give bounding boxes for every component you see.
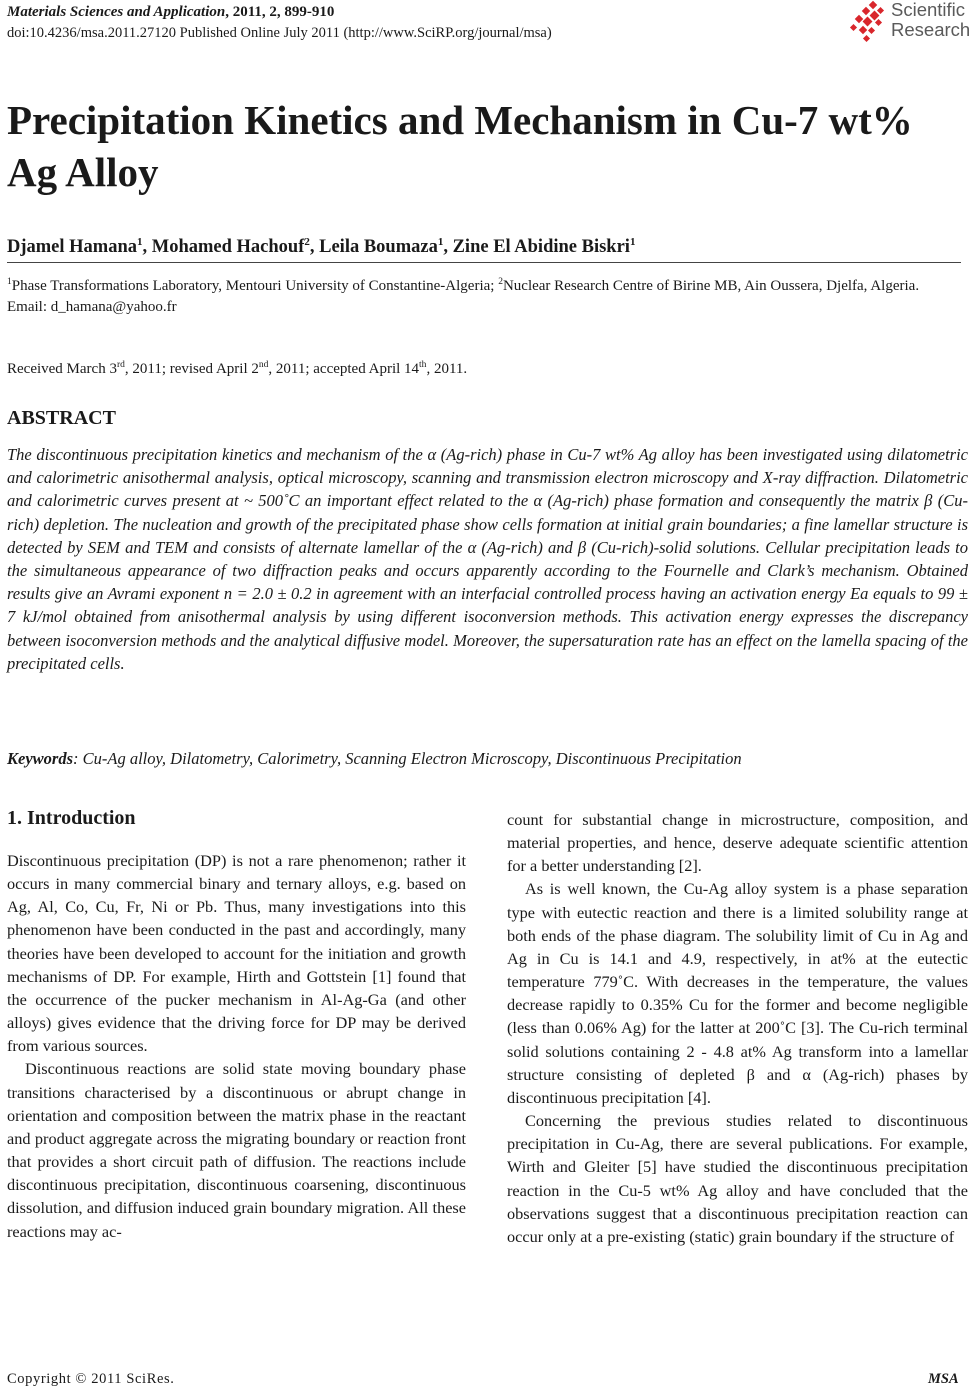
logo-mark-icon xyxy=(848,0,890,44)
logo-text-research: Research xyxy=(891,19,971,40)
body-paragraph: As is well known, the Cu-Ag alloy system is a phase separation type with eutectic reaction and there is a limited solubility range at both ends of the phase diagram. The solubility limit of Cu in Ag and Ag in Cu is 14.1 and 4.9, respectively, in at% at the eutectic temperature 779˚C. With decreases in the temperature, the values decrease rapidly to 0.35% Cu for the former and become negligible (less than 0.06% Ag) for the latter at 200˚C [3]. The Cu-rich terminal solid solutions containing 2 - 4.8 at% Ag transform into a lamellar structure consisting of depleted β and α (Ag-rich) phases by discontinuous precipitation [4]. xyxy=(507,879,968,1107)
author-name: Leila Boumaza xyxy=(319,237,438,258)
author-affiliation-mark: 1 xyxy=(629,236,636,248)
keywords-list: : Cu-Ag alloy, Dilatometry, Calorimetry, Scanning Electron Microscopy, Discontinuous Precipitation xyxy=(73,749,742,768)
journal-name: Materials Sciences and Application xyxy=(7,4,226,20)
affiliation-text: $^1$Phase Transformations Laboratory, Mentouri University of Constantine-Algeria; $^2$Nuclear Research Centre of Birine MB, Ain Oussera, Djelfa, Algeria. xyxy=(7,277,920,294)
scientific-research-logo xyxy=(848,0,972,46)
author-list xyxy=(7,230,635,259)
journal-volume: , 2011, 2, 899-910 xyxy=(225,4,335,20)
author-affiliation-mark: 1 xyxy=(437,236,444,248)
right-column xyxy=(507,808,968,1248)
author-separator: , xyxy=(443,237,453,258)
body-paragraph: Discontinuous reactions are solid state moving boundary phase transitions characterised by a discontinuous or abrupt change in orientation and composition between the matrix phase in the reactant and product aggregate across the migrating boundary or reaction front that provides a short circuit path of diffusion. The reactions include discontinuous precipitation, discontinuous coarsening, discontinuous dissolution, and diffusion induced grain boundary migration. All these reactions may ac- xyxy=(7,1059,466,1241)
footer-copyright: Copyright © 2011 SciRes. xyxy=(7,1371,175,1387)
logo-text-scientific: Scientific xyxy=(891,0,966,20)
section-heading-introduction: 1. Introduction xyxy=(7,807,136,829)
left-column xyxy=(7,849,466,1243)
header-divider xyxy=(7,262,961,263)
keywords-label: Keywords xyxy=(7,749,73,768)
author-affiliation-mark: 1 xyxy=(137,236,143,248)
abstract-body: The discontinuous precipitation kinetics and mechanism of the α (Ag-rich) phase in Cu-7 wt% Ag alloy has been investigated using dilatometric and calorimetric anisothermal analysis, optical microscopy, scanning and transmission electron microscopy and X-ray diffraction. Dilatometric and calorimetric curves present at ~ 500˚C an important effect related to the α (Ag-rich) phase formation and consequently the matrix β (Cu-rich) depletion. The nucleation and growth of the precipitated phase show cells formation at initial grain boundaries; a fine lamellar structure is detected by SEM and TEM and consists of alternate lamellar of the α (Ag-rich) and β (Cu-rich)-solid solutions. Cellular precipitation leads to the simultaneous appearance of two diffraction peaks and occurs apparently according to the Fournelle and Clark’s mechanism. Obtained results give an Avrami exponent n = 2.0 ± 0.2 in agreement with an interfacial controlled process having an activation energy Ea equals to 99 ± 7 kJ/mol obtained from anisothermal analysis by using different isoconversion methods. This activation energy expresses the discrepancy between isoconversion methods and the analytical diffusive model. Moreover, the supersaturation rate has an effect on the lamella spacing of the precipitated cells. xyxy=(7,445,968,673)
received-dates: Received March 3rd, 2011; revised April 2nd, 2011; accepted April 14th, 2011. xyxy=(7,360,468,377)
abstract-heading: ABSTRACT xyxy=(7,407,116,429)
author-name: Zine El Abidine Biskri xyxy=(452,237,630,258)
author-name: Djamel Hamana xyxy=(7,237,137,258)
keywords-line xyxy=(7,748,742,770)
paper-title: Precipitation Kinetics and Mechanism in Cu-7 wt% Ag Alloy xyxy=(7,97,913,195)
author-separator: , xyxy=(309,237,320,258)
journal-citation xyxy=(7,3,334,21)
doi-line: doi:10.4236/msa.2011.27120 Published Online July 2011 (http://www.SciRP.org/journal/msa) xyxy=(7,25,552,41)
body-paragraph: Discontinuous precipitation (DP) is not a rare phenomenon; rather it occurs in many commercial binary and ternary alloys, e.g. based on Ag, Al, Co, Cu, Fr, Ni or Pb. Thus, many investigations into this phenomenon have been conducted in the past and accordingly, many theories have been developed to account for the initiation and growth mechanisms of DP. For example, Hirth and Gottstein [1] found that the occurrence of the pucker mechanism in Al-Ag-Ga (and other alloys) gives evidence that the driving force for DP may be derived from various sources. xyxy=(7,851,466,1056)
author-affiliation-mark: 2 xyxy=(304,236,310,248)
footer-journal-abbr: MSA xyxy=(928,1371,959,1387)
body-paragraph: count for substantial change in microstructure, composition, and material properties, and hence, deserve adequate scientific attention for a better understanding [2]. xyxy=(507,810,968,876)
author-separator: , xyxy=(142,237,152,258)
corresponding-email: Email: d_hamana@yahoo.fr xyxy=(7,299,177,315)
affiliations xyxy=(7,272,957,318)
body-paragraph: Concerning the previous studies related to discontinuous precipitation in Cu-Ag, there are several publications. For example, Wirth and Gleiter [5] have studied the discontinuous precipitation reaction in the Cu-5 wt% Ag alloy and have concluded that the observations suggest that a discontinuous precipitation reaction can occur only at a pre-existing (static) grain boundary if the structure of xyxy=(507,1111,968,1246)
author-name: Mohamed Hachouf xyxy=(151,237,305,258)
